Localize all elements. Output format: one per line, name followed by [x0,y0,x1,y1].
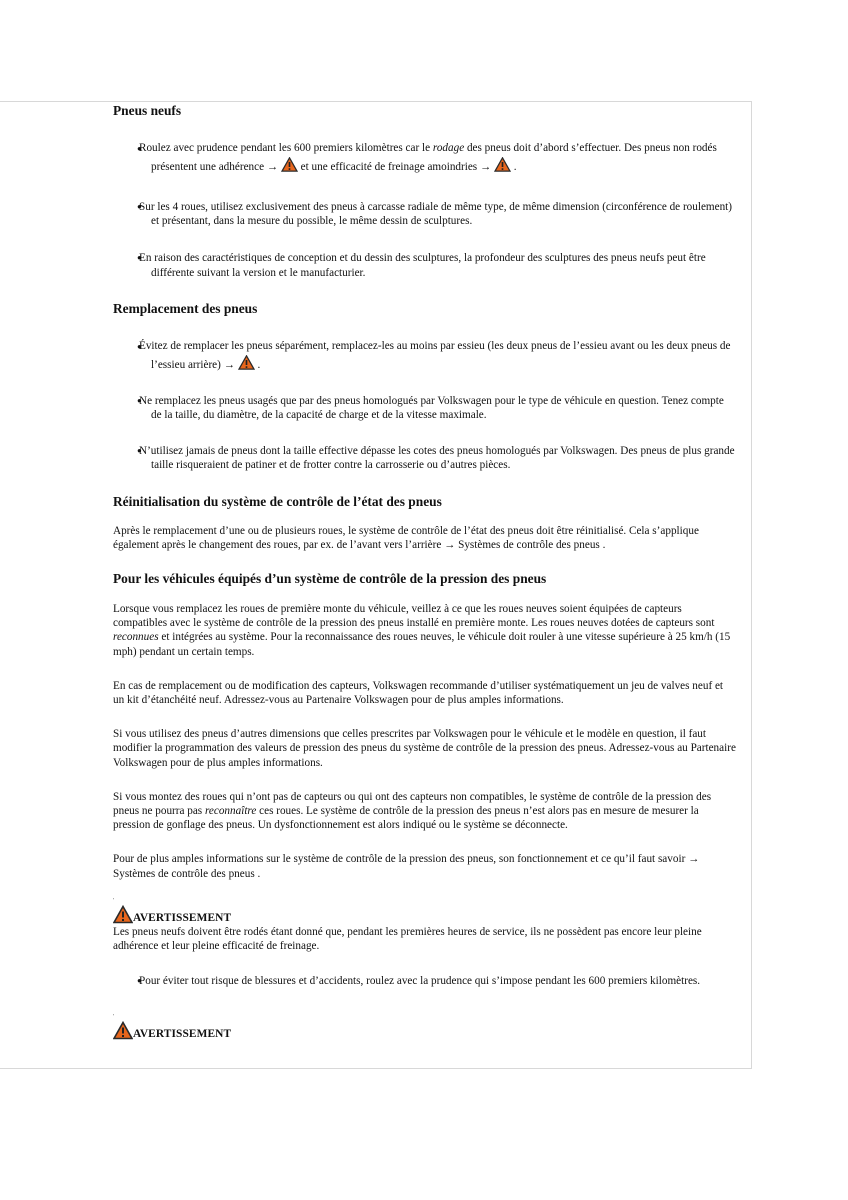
warning-title: AVERTISSEMENT [133,1027,232,1040]
list-item: ● Sur les 4 roues, utilisez exclusivement des pneus à carcasse radiale de même type, de même dimension (circonférence de roulement) et présentant, dans la mesure du possible, le même dessin de sculptures. [113,200,737,228]
list-item: ● Évitez de remplacer les pneus séparément, remplacez-les au moins par essieu (les deux pneus de l’essieu avant ou les deux pneus de l’essieu arrière) → . [113,338,737,374]
paragraph: Pour de plus amples informations sur le système de contrôle de la pression des pneus, son fonctionnement et ce qu’il faut savoir → Systèmes de contrôle des pneus . [113,853,700,880]
warning-block [113,898,737,989]
warning-triangle-icon [113,905,133,924]
emphasis-reconnues: reconnues [113,631,159,644]
section-title-remplacement: Remplacement des pneus [113,300,258,316]
arrow-link[interactable]: → [479,161,492,173]
warning-title: AVERTISSEMENT [133,911,232,924]
paragraph: Après le remplacement d’une ou de plusieurs roues, le système de contrôle de l’état des pneus doit être réinitialisé. Cela s’applique également après le changement des roues, par ex. de l’avant vers l’arrière → Systèmes de contrôle des pneus . [113,524,699,551]
arrow-link[interactable]: → [223,358,235,371]
list-item: ● N’utilisez jamais de pneus dont la taille effective dépasse les cotes des pneus homologués par Volkswagen. Des pneus de plus grande taille risqueraient de patiner et de frotter contre la carrosserie ou d’autres pièces. [113,444,737,472]
warning-header [113,1021,737,1041]
warning-list [113,974,737,988]
emphasis-reconnaitre: reconnaître [204,805,257,818]
paragraph: Lorsque vous remplacez les roues de première monte du véhicule, veillez à ce que les roues neuves soient équipées de capteurs compatibles avec le système de contrôle de la pression des pneus installé en première monte. Les roues neuves dotées de capteurs sont reconnues et intégrées au système. Pour la reconnaissance des roues neuves, le véhicule doit rouler à une vitesse supérieure à 25 km/h (15 mph) pendant un certain temps. [113,603,731,658]
section-title-controle-pression: Pour les véhicules équipés d’un système de contrôle de la pression des pneus [113,571,547,587]
warning-header [113,905,737,925]
pneus-neufs-list [113,140,737,280]
document-content [113,101,737,1041]
paragraph: Si vous utilisez des pneus d’autres dimensions que celles prescrites par Volkswagen pour le véhicule et le modèle en question, il faut modifier la programmation des valeurs de pression des pneus du système de contrôle de la pression des pneus. Adressez-vous au Partenaire Volkswagen pour de plus amples informations. [113,728,736,769]
paragraph: En cas de remplacement ou de modification des capteurs, Volkswagen recommande d’utiliser systématiquement un jeu de valves neuf et un kit d’étanchéité neuf. Adressez-vous au Partenaire Volkswagen pour de plus amples informations. [113,679,724,707]
section-title-reinitialisation: Réinitialisation du système de contrôle de l’état des pneus [113,493,442,509]
warning-body: Les pneus neufs doivent être rodés étant donné que, pendant les premières heures de service, ils ne possèdent pas encore leur pleine adhérence et leur pleine efficacité de freinage. [113,926,702,953]
list-item: ● Pour éviter tout risque de blessures et d’accidents, roulez avec la prudence qui s’impose pendant les 600 premiers kilomètres. [113,974,737,988]
list-item: ● Roulez avec prudence pendant les 600 premiers kilomètres car le rodage des pneus doit d’abord s’effectuer. Des pneus non rodés présentent une adhérence → et une efficacité de freinage amoindries → . [113,140,737,176]
warning-triangle-icon[interactable] [281,157,298,172]
paragraph: Si vous montez des roues qui n’ont pas de capteurs ou qui ont des capteurs non compatibles, le système de contrôle de la pression des pneus ne pourra pas reconnaître ces roues. Le système de contrôle de la pression des pneus n’est alors pas en mesure de mesurer la pression de gonflage des pneus. Un dysfonctionnement est alors indiqué ou le système se déconnecte. [113,790,712,832]
remplacement-list [113,338,737,473]
section-title-pneus-neufs: Pneus neufs [113,103,182,118]
list-item: ● En raison des caractéristiques de conception et du dessin des sculptures, la profondeur des sculptures des pneus neufs peut être différente suivant la version et le manufacturier. [113,251,737,279]
warning-triangle-icon[interactable] [494,157,511,172]
warning-tick: ' [113,897,115,904]
warning-tick: ' [113,1013,115,1020]
warning-triangle-icon[interactable] [238,355,255,370]
emphasis-rodage: rodage [432,142,465,154]
warning-triangle-icon [113,1021,133,1040]
list-item: ● Ne remplacez les pneus usagés que par des pneus homologués par Volkswagen pour le type de véhicule en question. Tenez compte de la taille, du diamètre, de la capacité de charge et de la vitesse maximale. [113,394,737,422]
warning-block [113,1014,737,1041]
arrow-link[interactable]: → [266,161,279,173]
